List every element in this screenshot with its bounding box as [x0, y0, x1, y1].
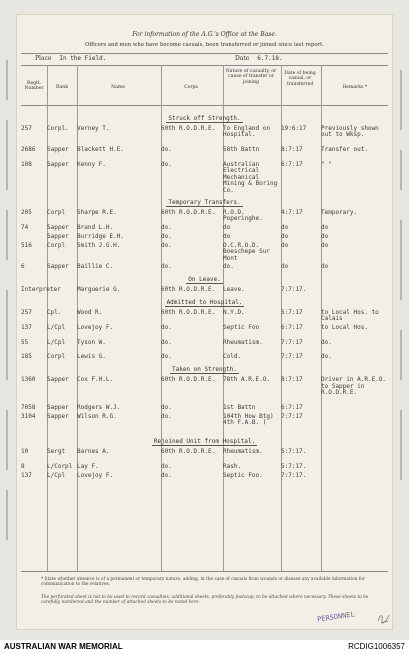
cell-date: 7:7:17	[281, 353, 303, 361]
section-title-text: Taken on Strength.	[171, 366, 238, 374]
cell-num: 3104	[21, 413, 36, 420]
cell-nature: 58th Battn	[223, 146, 260, 154]
cell-remarks: do	[321, 223, 329, 231]
place-value: In the Field.	[59, 55, 107, 62]
cell-num: 6	[21, 263, 25, 270]
cell-remarks: Driver in A.R.E.O. to Sapper in R.O.D.R.E.	[321, 376, 387, 397]
cell-nature: do.	[223, 263, 234, 270]
cell-name: Lovejoy F.	[77, 472, 114, 479]
cell-num: 137	[21, 472, 32, 479]
cell-rank: Sapper	[47, 376, 69, 384]
cell-rank: Corpl.	[47, 125, 69, 132]
cell-rank: Sapper	[47, 404, 69, 411]
column-rule	[223, 65, 224, 571]
cell-remarks: " "	[321, 161, 332, 168]
cell-date: do	[281, 263, 289, 270]
cell-num: 7058	[21, 404, 36, 411]
cell-rank: L/Corpl	[47, 463, 73, 470]
cell-date: 8:7:17	[281, 376, 303, 384]
section-title	[17, 276, 392, 283]
cell-date: do	[281, 241, 289, 249]
cell-name: Burridge E.H.	[77, 232, 124, 240]
cell-corps: do.	[161, 338, 172, 346]
section-title-text: Struck off Strength.	[168, 115, 241, 122]
cell-nature: R.O.D. Poperinghe.	[223, 209, 263, 223]
archive-caption: AUSTRALIAN WAR MEMORIAL	[4, 642, 123, 651]
cell-date: do	[281, 223, 289, 231]
cell-name: Cox F.H.L.	[77, 376, 114, 384]
cell-corps: do.	[161, 323, 172, 331]
section-title-text: On Leave.	[188, 276, 221, 283]
cell-name: Kenny F.	[77, 161, 106, 168]
cell-nature: Australian Electrical Mechanical Mining & Boring Co.	[223, 161, 278, 194]
place-field	[35, 55, 106, 62]
column-rule	[47, 65, 48, 571]
cell-name: Wood R.	[77, 309, 103, 316]
cell-date: 7:7:17	[281, 338, 303, 346]
date-field	[235, 55, 283, 62]
cell-nature: Cold.	[223, 353, 242, 361]
cell-date: 7:7:17.	[281, 472, 307, 479]
cell-num: 55	[21, 338, 29, 346]
cell-name: Blackett H.E.	[77, 146, 124, 154]
cell-num: 108	[21, 161, 32, 168]
section-title	[17, 115, 392, 122]
column-header-corps: Corps	[184, 85, 198, 90]
cell-rank: L/Cpl	[47, 472, 66, 479]
cell-num: 516	[21, 241, 32, 249]
rule-line	[21, 571, 388, 572]
cell-name: Sharpe R.E.	[77, 209, 117, 216]
column-rule	[77, 65, 78, 571]
cell-remarks: Previously shown out to Wksp.	[321, 125, 379, 139]
cell-date: 6:7:17	[281, 404, 303, 411]
cell-corps: do.	[161, 241, 172, 249]
cell-num: 74	[21, 223, 29, 231]
cell-date: 5:7:17.	[281, 463, 307, 470]
cell-rank: Corpl	[47, 209, 66, 216]
cell-remarks: to Local Hos.	[321, 323, 368, 331]
cell-name: Marguerie G.	[77, 286, 121, 293]
cell-date: 4:7:17	[281, 209, 303, 216]
section-title-text: Temporary Transfers.	[168, 199, 241, 206]
cell-nature: Leave.	[223, 286, 245, 293]
section-title	[17, 299, 392, 306]
cell-nature: 1st Battn	[223, 404, 256, 411]
cell-nature: 78th A.R.E.O.	[223, 376, 270, 384]
cell-date: 8:7:17	[281, 146, 303, 154]
cell-remarks: do.	[321, 338, 332, 346]
cell-remarks: do.	[321, 353, 332, 361]
cell-name: Verney T.	[77, 125, 110, 132]
cell-name: Wilson R.G.	[77, 413, 117, 420]
column-rule	[161, 65, 162, 571]
cell-corps: 60th R.O.D.R.E.	[161, 309, 216, 316]
cell-name: Brand L.H.	[77, 223, 114, 231]
cell-corps: do.	[161, 161, 172, 168]
cell-num: 2686	[21, 146, 36, 154]
cell-remarks: do	[321, 241, 329, 249]
column-header-rank: Rank	[55, 85, 69, 90]
column-rule	[281, 65, 282, 571]
cell-remarks: Transfer out.	[321, 146, 368, 154]
cell-rank: Cpl.	[47, 309, 62, 316]
footnote-perforated-sheet: The perforated sheet is not to be used to record casualties; additional sheets, preferably foolscap, to be attached where necessary. These sheets to be carefully numbered and the number of attached sheets to be noted here.	[41, 595, 369, 606]
cell-corps: do.	[161, 146, 172, 154]
cell-name: Tyson W.	[77, 338, 106, 346]
cell-corps: do.	[161, 353, 172, 361]
cell-nature: Rash.	[223, 463, 242, 470]
section-title	[17, 366, 392, 373]
cell-corps: 60th R.O.D.R.E.	[161, 448, 216, 456]
cell-corps: do.	[161, 413, 172, 420]
cell-date: 6:7:17	[281, 161, 303, 168]
cell-name: Rodgers W.J.	[77, 404, 121, 411]
handwritten-mark	[377, 612, 391, 624]
cell-rank: Sapper	[47, 263, 69, 270]
cell-nature: do	[223, 232, 231, 240]
cell-date: 6:7:17	[281, 323, 303, 331]
cell-rank: Sapper	[47, 161, 69, 168]
cell-name: Lay F.	[77, 463, 99, 470]
cell-nature: do	[223, 223, 231, 231]
cell-remarks: Temporary.	[321, 209, 358, 216]
bleed-through-text-left	[3, 60, 13, 560]
cell-num: 10	[21, 448, 29, 456]
cell-corps: 60th R.O.D.R.E.	[161, 376, 216, 384]
cell-rank: Sapper	[47, 223, 69, 231]
cell-nature: To England on Hospital.	[223, 125, 270, 139]
bleed-through-text-right	[396, 60, 406, 560]
archive-record-id: RCDIG1006357	[348, 642, 405, 651]
cell-date: 5:7:17.	[281, 448, 307, 456]
cell-corps: 60th R.O.D.R.E.	[161, 209, 216, 216]
cell-rank: L/Cpl	[47, 323, 66, 331]
footnote-absence: * State whether absence is of a permanent or temporary nature, adding, in the case of casuals from wounds or disease any available information for communication to the relatives.	[41, 577, 365, 588]
cell-rank: Corpl	[47, 241, 66, 249]
cell-name: Barnes A.	[77, 448, 110, 456]
cell-remarks: to Local Hos. to Calais	[321, 309, 379, 323]
section-title-text: Admitted to Hospital.	[166, 299, 243, 306]
cell-corps: 60th R.O.D.R.E.	[161, 286, 216, 293]
document-subheader: Officers and men who have become casuals, been transferred or joined since last report.	[85, 42, 324, 48]
cell-num: 257	[21, 125, 32, 132]
document-sheet	[16, 14, 393, 630]
cell-rank: Corpl	[47, 353, 66, 361]
cell-date: 19:6:17	[281, 125, 307, 132]
cell-corps: 60th R.O.D.R.E.	[161, 125, 216, 132]
cell-num: 185	[21, 353, 32, 361]
column-header-number: Regtl. Number	[24, 81, 44, 92]
cell-num: 8	[21, 463, 25, 470]
cell-num: 1360	[21, 376, 36, 384]
place-label: Place	[35, 55, 52, 62]
cell-rank: Sapper	[47, 232, 69, 240]
cell-rank: Sapper	[47, 413, 69, 420]
cell-num: 137	[21, 323, 32, 331]
cell-corps: do.	[161, 232, 172, 240]
column-header-remarks: Remarks *	[342, 85, 368, 90]
cell-corps: do.	[161, 223, 172, 231]
cell-date: do	[281, 232, 289, 240]
cell-remarks: do	[321, 263, 329, 270]
personnel-stamp: PERSONNEL	[316, 610, 356, 624]
cell-rank: L/Cpl	[47, 338, 66, 346]
section-title	[17, 199, 392, 206]
document-header: For information of the A.G.'s Office at the Base.	[132, 31, 277, 38]
cell-nature: Septic Foo.	[223, 472, 263, 479]
cell-corps: do.	[161, 472, 172, 479]
column-header-name: Name	[111, 85, 125, 90]
cell-nature: 104th How Btg) 4th F.A.B. )	[223, 413, 274, 427]
cell-nature: Rheumatism.	[223, 338, 263, 346]
cell-nature: Septic Foo	[223, 323, 260, 331]
section-title	[17, 438, 392, 445]
cell-name: Baillie C.	[77, 263, 114, 270]
cell-num: 205	[21, 209, 32, 216]
cell-corps: do.	[161, 463, 172, 470]
column-header-date: Date of being casual, or transferred	[284, 71, 316, 87]
cell-num: 257	[21, 309, 32, 316]
date-label: Date	[235, 55, 250, 62]
cell-corps: do.	[161, 263, 172, 270]
column-header-nature: Nature of casualty, or cause of transfer or joining	[225, 69, 277, 85]
cell-date: 7:7:17.	[281, 286, 307, 293]
cell-corps: do.	[161, 404, 172, 411]
cell-nature: O.C.R.O.D. Boeschepe Sur Mont	[223, 241, 270, 262]
date-value: 6.7.18.	[257, 55, 283, 62]
section-title-text: Rejoined Unit from Hospital.	[153, 438, 256, 446]
cell-name: Lewis G.	[77, 353, 106, 361]
rule-line	[21, 53, 388, 54]
cell-nature: Rheumatism.	[223, 448, 263, 456]
cell-num: Interpreter	[21, 286, 61, 293]
cell-name: Lovejoy F.	[77, 323, 114, 331]
cell-date: 7:7:17	[281, 413, 303, 420]
cell-rank: Sergt	[47, 448, 66, 456]
cell-name: Smith J.G.H.	[77, 241, 121, 249]
cell-rank: Sapper	[47, 146, 69, 154]
cell-remarks: do	[321, 232, 329, 240]
cell-date: 5:7:17	[281, 309, 303, 316]
cell-nature: N.Y.D.	[223, 309, 245, 316]
